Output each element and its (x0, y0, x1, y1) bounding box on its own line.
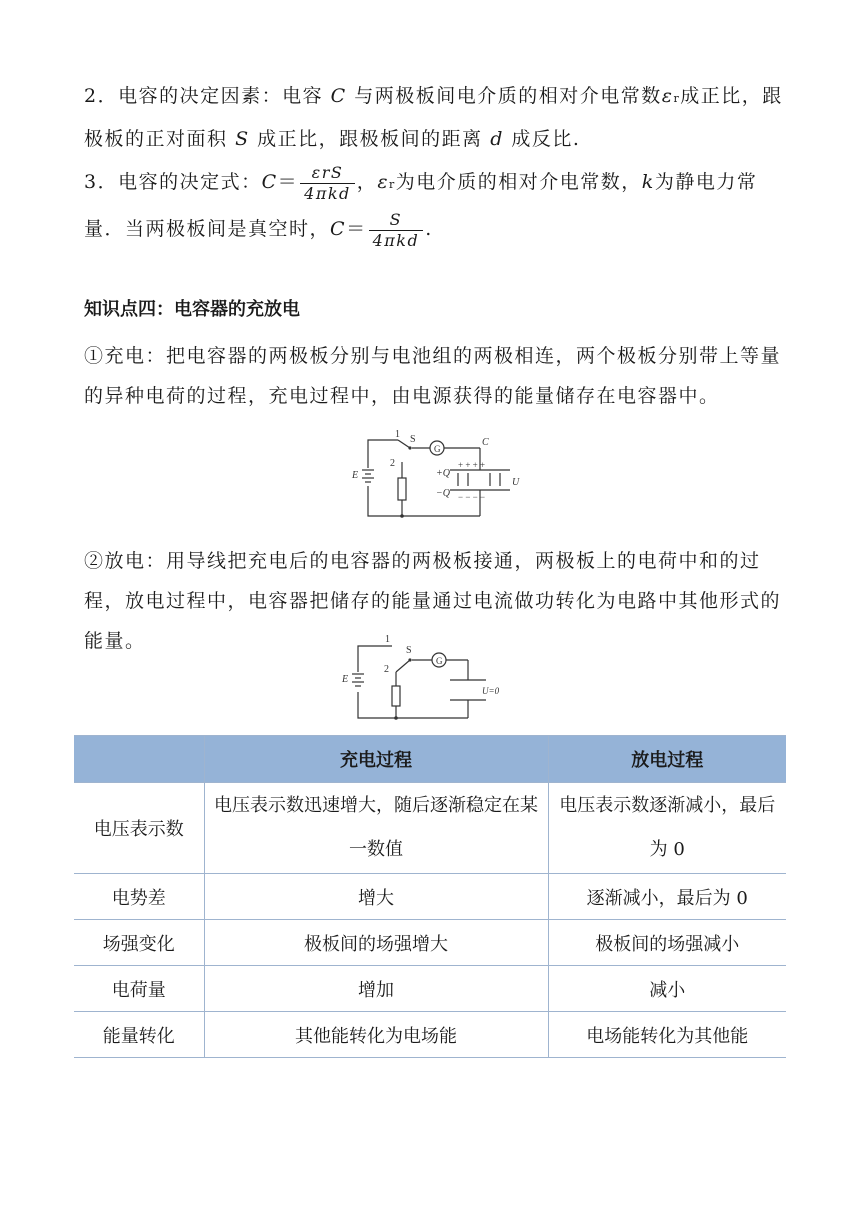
table-cell: 电压表示数迅速增大，随后逐渐稳定在某一数值 (204, 783, 548, 874)
table-cell: 电荷量 (74, 966, 204, 1012)
table-row (74, 1012, 786, 1058)
table-cell: 极板间的场强减小 (548, 920, 786, 966)
fig2-label-2: 2 (384, 664, 389, 675)
table-header-cell: 放电过程 (548, 736, 786, 783)
table-row (74, 920, 786, 966)
table-cell: 电场能转化为其他能 (548, 1012, 786, 1058)
table-cell: 场强变化 (74, 920, 204, 966)
fig1-minus-charges: − − − − (458, 492, 486, 502)
table-row (74, 874, 786, 920)
fig1-label-u: U (512, 477, 520, 488)
table-cell: 减小 (548, 966, 786, 1012)
fig2-label-1: 1 (385, 634, 390, 645)
vacuum-formula-fraction: $\frac{S}{\text{4πkd}}$ (369, 210, 424, 251)
table-cell: 增大 (204, 874, 548, 920)
table-cell: 电压表示数 (74, 783, 204, 874)
fig1-plus-charges: + + + + (458, 460, 486, 470)
paragraph-charging: ①充电：把电容器的两极板分别与电池组的两极相连，两个极板分别带上等量的异种电荷的过程，充电过程中，由电源获得的能量储存在电容器中。 (84, 345, 782, 407)
table-cell: 极板间的场强增大 (204, 920, 548, 966)
table-cell: 电势差 (74, 874, 204, 920)
paragraph-discharging: ②放电：用导线把充电后的电容器的两极板接通，两极板上的电荷中和的过程，放电过程中，电容器把储存的能量通过电流做功转化为电路中其他形式的能量。 (84, 550, 782, 652)
fig1-label-minus-q: −Q (436, 488, 450, 499)
fig1-label-2: 2 (390, 458, 395, 469)
formula-fraction: $\frac{\text{εrS}}{\text{4πkd}}$ (300, 163, 355, 204)
fig2-galvanometer-label: G (436, 656, 443, 666)
table-header-row (74, 736, 786, 783)
fig1-galvanometer-label: G (434, 444, 441, 454)
fig1-label-e: E (352, 470, 359, 481)
charging-circuit-diagram (340, 428, 520, 523)
fig1-label-c: C (482, 437, 489, 448)
paragraph-capacitance-formula: 3．电容的决定式：C＝ $\frac{\text{εrS}}{\text{4πkd}}$ ，εr为电介质的相对介电常数，k为静电力常量．当两极板间是真空时，C＝ $\frac{S}{\text{4πkd}}$ . (84, 162, 758, 250)
table-cell: 逐渐减小，最后为 0 (548, 874, 786, 920)
table-cell: 其他能转化为电场能 (204, 1012, 548, 1058)
table-row (74, 783, 786, 874)
table-cell: 增加 (204, 966, 548, 1012)
fig2-label-u0: U=0 (482, 686, 500, 696)
discharging-circuit-diagram (340, 632, 520, 724)
fig1-label-1: 1 (395, 429, 400, 440)
fig1-label-s: S (410, 434, 416, 445)
table-cell: 电压表示数逐渐减小，最后为 0 (548, 783, 786, 874)
paragraph-capacitance-factors: 2．电容的决定因素：电容 C 与两极板间电介质的相对介电常数εr成正比，跟极板的正对面积 S 成正比，跟极板间的距离 d 成反比. (84, 85, 783, 150)
table-header-cell: 充电过程 (204, 736, 548, 783)
fig1-label-plus-q: +Q (436, 468, 450, 479)
table-cell: 能量转化 (74, 1012, 204, 1058)
fig2-label-e: E (342, 674, 349, 685)
fig2-label-s: S (406, 645, 412, 656)
table-row (74, 966, 786, 1012)
charge-discharge-table (74, 735, 786, 1058)
section-heading: 知识点四：电容器的充放电 (84, 299, 300, 320)
table-header-cell (74, 736, 204, 783)
